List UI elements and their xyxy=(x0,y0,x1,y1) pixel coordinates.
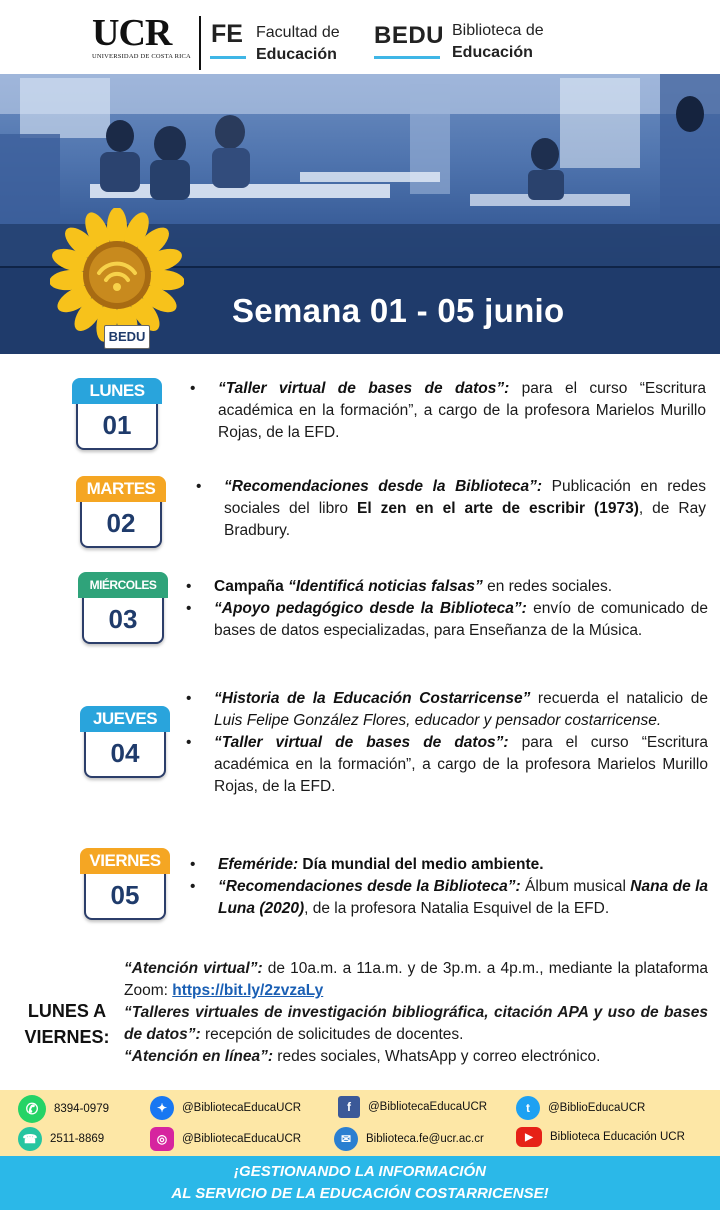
header xyxy=(0,0,720,74)
zoom-link[interactable]: https://bit.ly/2zvzaLy xyxy=(172,982,324,999)
facebook-icon: f xyxy=(338,1096,360,1118)
calendar-badge-date: 02 xyxy=(80,496,162,548)
miercoles-activities xyxy=(182,576,708,642)
fe-logo-underline xyxy=(210,56,246,59)
logo-divider xyxy=(199,16,201,70)
list-item: • Efeméride: Día mundial del medio ambiente. xyxy=(186,854,708,876)
whatsapp-contact[interactable] xyxy=(18,1095,109,1123)
whatsapp-number: 8394-0979 xyxy=(54,1103,109,1115)
bedu-logo-abbr: BEDU xyxy=(374,22,445,49)
ucr-logo xyxy=(92,14,192,60)
fe-name-line1: Facultad de xyxy=(256,24,340,41)
phone-contact[interactable] xyxy=(18,1127,104,1151)
jueves-activities xyxy=(182,688,708,798)
fe-logo-name xyxy=(256,22,340,66)
calendar-badge-miercoles xyxy=(78,572,168,644)
fe-logo-abbr: FE xyxy=(211,20,243,48)
instagram-contact[interactable] xyxy=(150,1127,301,1151)
lunes-activities xyxy=(186,378,706,444)
footer-line2: AL SERVICIO DE LA EDUCACIÓN COSTARRICENSE! xyxy=(171,1185,549,1202)
ucr-logo-text: UCR xyxy=(92,12,172,54)
viernes-activities xyxy=(186,854,708,920)
phone-number: 2511-8869 xyxy=(50,1133,105,1145)
messenger-contact[interactable] xyxy=(150,1096,301,1120)
calendar-badge-date: 03 xyxy=(82,592,164,644)
calendar-badge-date: 04 xyxy=(84,726,166,778)
facebook-contact[interactable] xyxy=(338,1096,487,1118)
instagram-icon: ◎ xyxy=(150,1127,174,1151)
weekdays-info xyxy=(124,958,708,1068)
virtual-attention-paragraph: “Atención virtual”: de 10a.m. a 11a.m. y de 3p.m. a 4p.m., mediante la plataforma Zoom: https://bit.ly/2zvzaLy xyxy=(124,960,708,999)
calendar-badge-date: 05 xyxy=(84,868,166,920)
online-attention-paragraph: “Atención en línea”: redes sociales, WhatsApp y correo electrónico. xyxy=(124,1048,601,1065)
youtube-channel: Biblioteca Educación UCR xyxy=(550,1131,685,1143)
bedu-logo-name xyxy=(452,20,544,64)
list-item: • “Taller virtual de bases de datos”: para el curso “Escritura académica en la formación”, a cargo de la profesora Marielos Murillo Rojas, de la EFD. xyxy=(186,378,706,444)
calendar-badge-day: VIERNES xyxy=(80,848,170,874)
twitter-icon: t xyxy=(516,1096,540,1120)
calendar-badge-lunes xyxy=(72,378,162,450)
calendar-badge-day: MARTES xyxy=(76,476,166,502)
list-item: • “Taller virtual de bases de datos”: para el curso “Escritura académica en la formación”, a cargo de la profesora Marielos Murillo Rojas, de la EFD. xyxy=(182,732,708,798)
contact-bar xyxy=(0,1090,720,1156)
bedu-logo-underline xyxy=(374,56,440,59)
weekdays-label: LUNES A VIERNES: xyxy=(24,1001,110,1047)
facebook-handle: @BibliotecaEducaUCR xyxy=(368,1101,488,1113)
calendar-badge-day: JUEVES xyxy=(80,706,170,732)
email-icon: ✉ xyxy=(334,1127,358,1151)
bedu-name-line2: Educación xyxy=(452,44,533,61)
fe-name-line2: Educación xyxy=(256,46,337,63)
calendar-badge-jueves xyxy=(80,706,170,778)
sunflower-icon xyxy=(50,208,184,342)
list-item: • “Apoyo pedagógico desde la Biblioteca”: envío de comunicado de bases de datos especializadas, para Enseñanza de la Música. xyxy=(182,598,708,642)
youtube-icon: ▶ xyxy=(516,1127,542,1147)
twitter-contact[interactable] xyxy=(516,1096,645,1120)
twitter-handle: @BiblioEducaUCR xyxy=(548,1102,646,1114)
bedu-name-line1: Biblioteca de xyxy=(452,22,544,39)
footer-line1: ¡GESTIONANDO LA INFORMACIÓN xyxy=(234,1163,486,1180)
messenger-handle: @BibliotecaEducaUCR xyxy=(182,1102,302,1114)
calendar-badge-day: LUNES xyxy=(72,378,162,404)
youtube-contact[interactable] xyxy=(516,1127,685,1147)
bedu-tag: BEDU xyxy=(104,325,150,349)
phone-icon: ☎ xyxy=(18,1127,42,1151)
calendar-badge-date: 01 xyxy=(76,398,158,450)
week-title: Semana 01 - 05 junio xyxy=(232,292,565,329)
list-item: • “Recomendaciones desde la Biblioteca”: Álbum musical Nana de la Luna (2020), de la profesora Natalia Esquivel de la EFD. xyxy=(186,876,708,920)
workshops-paragraph: “Talleres virtuales de investigación bibliográfica, citación APA y uso de bases de datos”: recepción de solicitudes de docentes. xyxy=(124,1004,708,1043)
email-contact[interactable] xyxy=(334,1127,484,1151)
calendar-badge-viernes xyxy=(80,848,170,920)
email-address: Biblioteca.fe@ucr.ac.cr xyxy=(366,1133,484,1145)
calendar-badge-martes xyxy=(76,476,166,548)
whatsapp-icon: ✆ xyxy=(18,1095,46,1123)
ucr-logo-subtitle: UNIVERSIDAD DE COSTA RICA xyxy=(92,53,191,60)
instagram-handle: @BibliotecaEducaUCR xyxy=(182,1133,302,1145)
list-item: • “Historia de la Educación Costarricense” recuerda el natalicio de Luis Felipe González Flores, educador y pensador costarricense. xyxy=(182,688,708,732)
messenger-icon: ✦ xyxy=(150,1096,174,1120)
calendar-badge-day: MIÉRCOLES xyxy=(78,572,168,598)
footer-slogan xyxy=(0,1156,720,1210)
list-item: • “Recomendaciones desde la Biblioteca”: Publicación en redes sociales del libro El zen en el arte de escribir (1973), de Ray Bradbury. xyxy=(192,476,706,542)
martes-activities xyxy=(192,476,706,542)
list-item: • Campaña “Identificá noticias falsas” en redes sociales. xyxy=(182,576,708,598)
